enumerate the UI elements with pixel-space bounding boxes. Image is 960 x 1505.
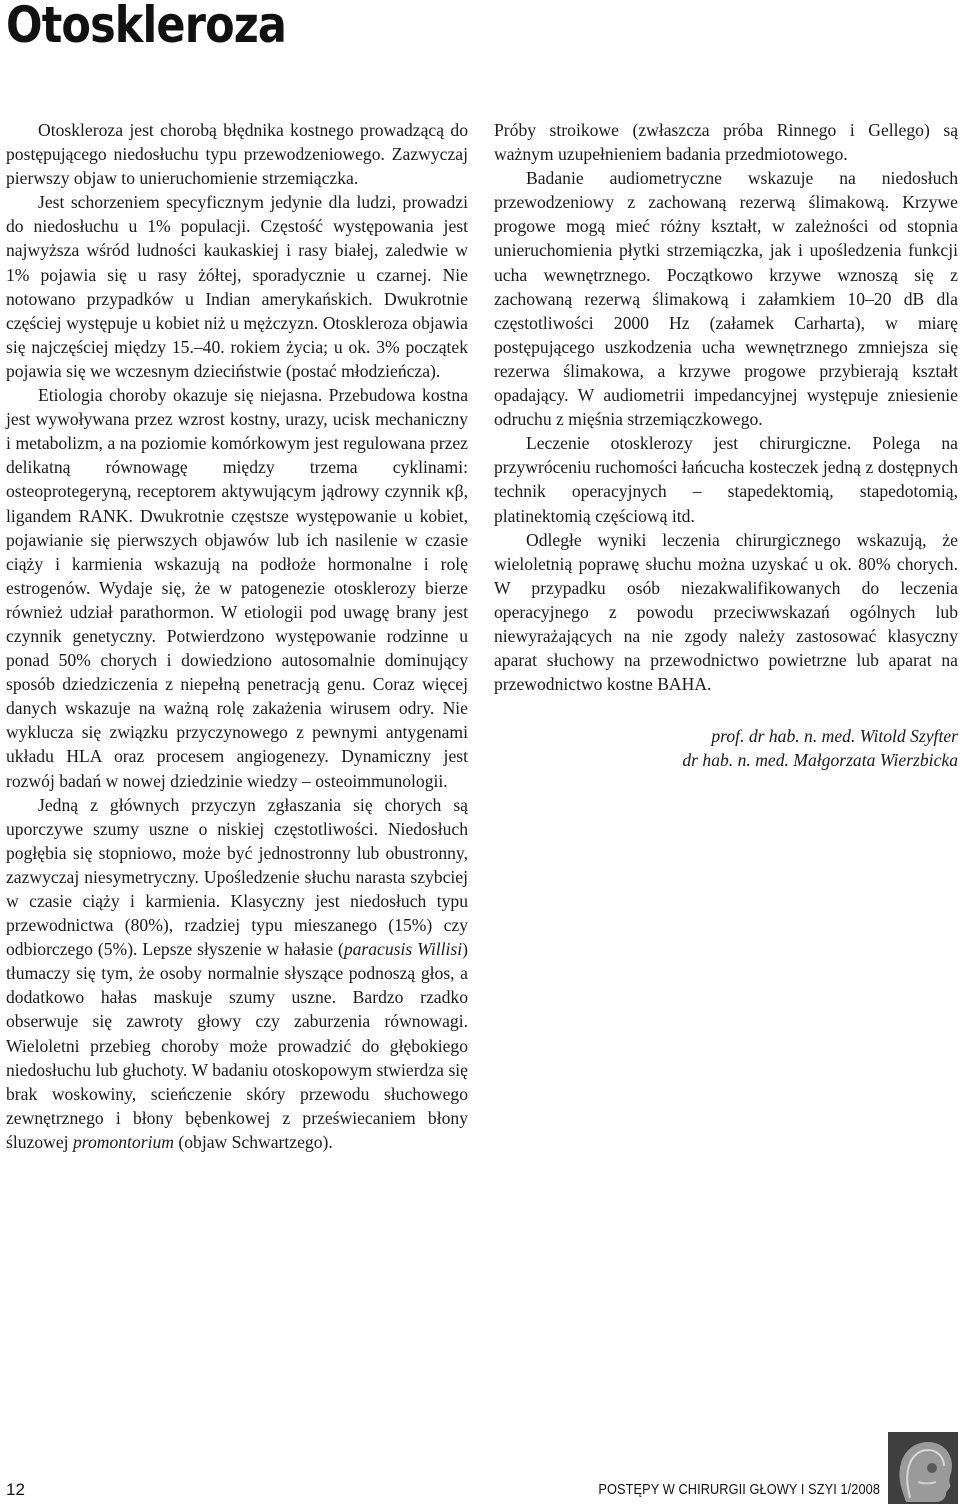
author-name: prof. dr hab. n. med. Witold Szyfter [711, 726, 958, 747]
symptoms-text-1: Jedną z głównych przyczyn zgłaszania się chorych są uporczywe szumy uszne o niskiej częstotliwości. Niedosłuch pogłębia się stopniowo, może być jednostronny lub obustronny, zazwyczaj niesymetryczny. Upośledzenie słuchu narasta szybciej w czasie ciąży i karmienia. Klasyczny jest niedosłuch typu przewodnictwa (80%), rzadziej typu mieszanego (15%) czy odbiorczego (5%). Lepsze słyszenie w hałasie ( [6, 794, 468, 960]
paragraph-symptoms [6, 793, 468, 1154]
author-signatures [494, 724, 958, 772]
head-xray-logo-icon [888, 1432, 958, 1504]
right-column [494, 118, 958, 772]
symptoms-term-paracusis: paracusis Willisi [343, 939, 463, 960]
page-number: 12 [6, 1480, 25, 1499]
left-column [6, 118, 468, 1154]
journal-name: POSTĘPY W CHIRURGII GŁOWY I SZYI 1/2008 [598, 1482, 880, 1498]
paragraph-definition: Otoskleroza jest chorobą błędnika kostnego prowadzącą do postępującego niedosłuchu typu przewodzeniowego. Zazwyczaj pierwszy objaw to unieruchomienie strzemiączka. [6, 120, 468, 189]
paragraph-etiology: Etiologia choroby okazuje się niejasna. Przebudowa kostna jest wywoływana przez wzrost kostny, urazy, ucisk mechaniczny i metabolizm, a na poziomie komórkowym jest regulowana przez delikatną równowagę między trzema cyklinami: osteoprotegeryną, receptorem aktywującym jądrowy czynnik κβ, ligandem RANK. Dwukrotnie częstsze występowanie u kobiet, pojawianie się pierwszych objawów lub ich nasilenie w czasie ciąży i karmienia wskazują na podłoże hormonalne i rolę estrogenów. Wydaje się, że w patogenezie otosklerozy bierze również udział parathormon. W etiologii pod uwagę brany jest czynnik genetyczny. Potwierdzono występowanie rodzinne u ponad 50% chorych i dowiedziono autosomalnie dominujący sposób dziedziczenia z niepełną penetracją genu. Coraz więcej danych wskazuje na ważną rolę zakażenia wirusem odry. Nie wyklucza się związku przyczynowego z pewnymi antygenami układu HLA oraz procesem angiogenezy. Dynamiczny jest rozwój badań w nowej dziedzinie wiedzy – osteoimmunologii. [6, 385, 468, 791]
paragraph-audiometry: Badanie audiometryczne wskazuje na niedosłuch przewodzeniowy z zachowaną rezerwą ślimakową. Krzywe progowe mogą mieć różny kształt, w zależności od stopnia unieruchomienia płytki strzemiączka, jak i upośledzenia funkcji ucha wewnętrznego. Początkowo krzywe wznoszą się z zachowaną rezerwą ślimakową i załamkiem 10–20 dB dla częstotliwości 2000 Hz (załamek Carharta), w miarę postępującego uszkodzenia ucha wewnętrznego zmniejsza się rezerwa ślimakowa, a krzywe progowe przybierają kształt opadający. W audiometrii impedancyjnej występuje zniesienie odruchu z mięśnia strzemiączkowego. [494, 168, 958, 430]
article-title: Otoskleroza [6, 0, 287, 54]
symptoms-term-promontorium: promontorium [72, 1131, 174, 1152]
paragraph-epidemiology: Jest schorzeniem specyficznym jedynie dla ludzi, prowadzi do niedosłuchu u 1% populacji. Częstość występowania jest najwyższa wśród ludności kaukaskiej i rasy białej, zaledwie w 1% pojawia się u rasy żółtej, sporadycznie u czarnej. Nie notowano przypadków u Indian amerykańskich. Dwukrotnie częściej występuje u kobiet niż u mężczyzn. Otoskleroza objawia się najczęściej między 15.–40. rokiem życia; u ok. 3% początek pojawia się we wczesnym dzieciństwie (postać młodzieńcza). [6, 192, 468, 381]
symptoms-text-3: (objaw Schwartzego). [173, 1131, 333, 1152]
paragraph-outcomes: Odległe wyniki leczenia chirurgicznego wskazują, że wieloletnią poprawę słuchu można uzyskać u ok. 80% chorych. W przypadku osób niezakwalifikowanych do leczenia operacyjnego z powodu przeciwwskazań ogólnych lub niewyrażających na nie zgody należy zastosować klasyczny aparat słuchowy na przewodnictwo powietrzne lub aparat na przewodnictwo kostne BAHA. [494, 529, 958, 695]
author-name: dr hab. n. med. Małgorzata Wierzbicka [682, 750, 958, 771]
paragraph-treatment: Leczenie otosklerozy jest chirurgiczne. Polega na przywróceniu ruchomości łańcucha kosteczek jedną z dostępnych technik operacyjnych – stapedektomią, stapedotomią, platinektomią częściową itd. [494, 433, 958, 526]
symptoms-text-2: ) tłumaczy się tym, że osoby normalnie słyszące podnoszą głos, a dodatkowo hałas maskuje szumy uszne. Bardzo rzadko obserwuje się zawroty głowy czy zaburzenia równowagi. Wieloletni przebieg choroby może prowadzić do głębokiego niedosłuchu lub głuchoty. W badaniu otoskopowym stwierdza się brak woskowiny, scieńczenie skóry przewodu słuchowego zewnętrznego i błony bębenkowej z przeświecaniem błony śluzowej [6, 939, 468, 1152]
paragraph-tuning-fork-tests: Próby stroikowe (zwłaszcza próba Rinnego i Gellego) są ważnym uzupełnieniem badania przedmiotowego. [494, 120, 958, 165]
